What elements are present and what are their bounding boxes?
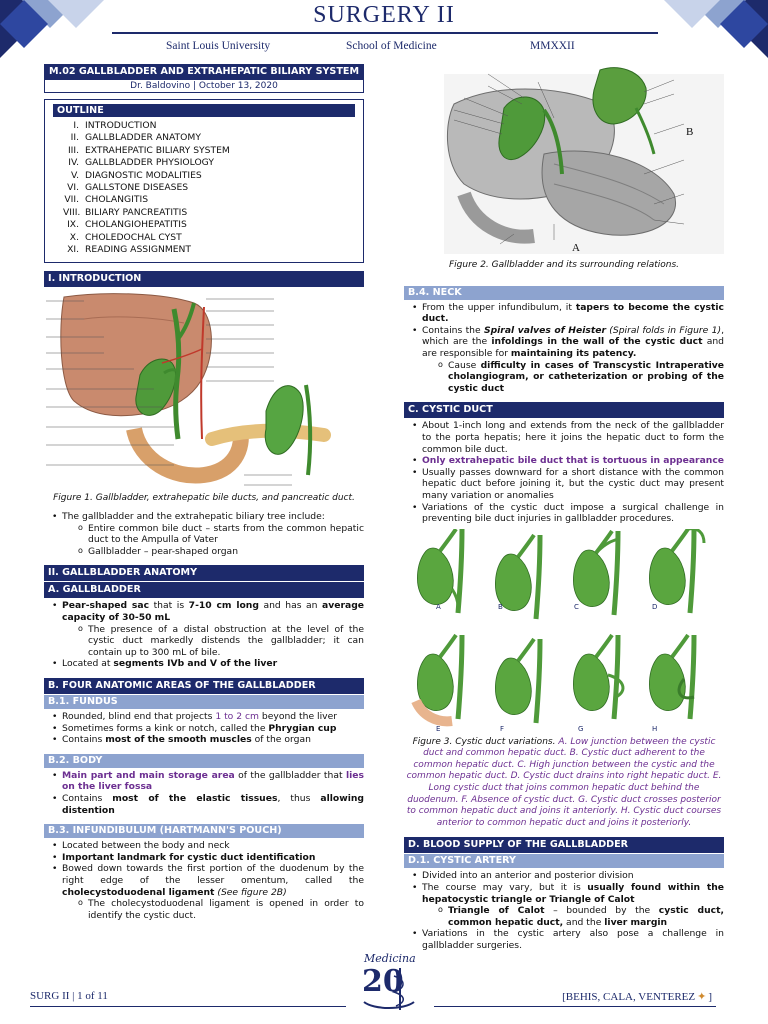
figure-3-label: E xyxy=(436,724,441,733)
outline-item: VI. GALLSTONE DISEASES xyxy=(67,182,189,194)
university-name: Saint Louis University xyxy=(166,40,271,52)
subsection-heading-anatomic-areas: B. FOUR ANATOMIC AREAS OF THE GALLBLADDER xyxy=(44,678,364,694)
document-title: SURGERY II xyxy=(313,2,455,28)
figure-1-illustration xyxy=(44,289,364,493)
left-column xyxy=(44,64,364,921)
list-item: • Contains most of the smooth muscles of the organ xyxy=(44,734,364,746)
list-item: • About 1-inch long and extends from the neck of the gallbladder to the porta hepatis; here it joins the hepatic duct to form the common bile duct. xyxy=(404,420,724,455)
list-item: • Bowed down towards the first portion of the duodenum by the right edge of the lesser omentum, called the cholecystoduodenal ligament (See figure 2B) o The cholecystoduodenal ligament is opened in order to identify the cystic duct. xyxy=(44,863,364,921)
list-item: • Important landmark for cystic duct identification xyxy=(44,852,364,864)
school-name: School of Medicine xyxy=(346,40,437,52)
footer-page-indicator: SURG II | 1 of 11 xyxy=(30,990,108,1002)
cystic-duct-bullets xyxy=(404,420,724,524)
list-item: • Located between the body and neck xyxy=(44,840,364,852)
butterfly-icon: ✦ xyxy=(697,991,707,1003)
list-item: • Contains the Spiral valves of Heister (Spiral folds in Figure 1), which are the infoldings in the wall of the cystic duct and are responsible for maintaining its patency. o Cause difficulty in cases of Transcystic Intraperative cholangiogram, or catheterization or probing of the cystic duct xyxy=(404,325,724,395)
neck-bullets xyxy=(404,302,724,395)
outline-item: VIII. BILIARY PANCREATITIS xyxy=(63,206,188,218)
module-author: Dr. Baldovino | October 13, 2020 xyxy=(44,80,364,93)
list-item: o The presence of a distal obstruction at the level of the cystic duct markedly distends the gallbladder; it can contain up to 300 mL of bile. xyxy=(62,624,364,659)
outline-item: I. INTRODUCTION xyxy=(73,120,157,131)
figure-2-label-b: B xyxy=(686,126,694,138)
figure-1-caption: Figure 1. Gallbladder, extrahepatic bile ducts, and pancreatic duct. xyxy=(53,493,355,504)
list-item: • Variations of the cystic duct impose a surgical challenge in preventing bile duct injuries in gallbladder procedures. xyxy=(404,502,724,525)
list-item: o Cause difficulty in cases of Transcystic Intraperative cholangiogram, or catheterization or probing of the cystic duct xyxy=(422,360,724,395)
figure-3-label: C xyxy=(574,602,579,611)
body-bullets xyxy=(44,770,364,816)
intro-bullets xyxy=(44,511,364,557)
outline-item: II. GALLBLADDER ANATOMY xyxy=(70,132,201,144)
figure-3-caption: Figure 3. Cystic duct variations. A. Low junction between the cystic duct and common hepatic duct. B. Cystic duct adherent to the common hepatic duct. C. High junction between the cystic and the common hepatic duct. D. Cystic duct drains into right hepatic duct. E. Long cystic duct that joins common hepatic duct behind the duodenum. F. Absence of cystic duct. G. Cystic duct crosses posterior to common hepatic duct and joins it anteriorly. H. Cystic duct courses anterior to common hepatic duct and joins it posteriorly. xyxy=(406,736,722,828)
figure-3-label: G xyxy=(578,724,584,733)
list-item: • The course may vary, but it is usually found within the hepatocystic triangle or Triangle of Calot o Triangle of Calot – bounded by the cystic duct, common hepatic duct, and the liver margin xyxy=(404,882,724,928)
outline-item: IX. CHOLANGIOHEPATITIS xyxy=(67,219,187,231)
cystic-artery-bullets xyxy=(404,870,724,951)
cystic-duct-variations-drawing xyxy=(404,529,724,737)
figure-3-label: H xyxy=(652,724,658,733)
fundus-bullets xyxy=(44,711,364,746)
list-item: • From the upper infundibulum, it tapers to become the cystic duct. xyxy=(404,302,724,325)
footer-authors: [BEHIS, CALA, VENTEREZ ✦ ] xyxy=(562,991,712,1003)
outline-item: XI. READING ASSIGNMENT xyxy=(67,244,192,256)
section-heading-gallbladder-anatomy: II. GALLBLADDER ANATOMY xyxy=(44,565,364,581)
list-item: • Rounded, blind end that projects 1 to 2 cm beyond the liver xyxy=(44,711,364,723)
logo-number: 20 xyxy=(362,964,404,999)
right-column xyxy=(404,64,724,952)
figure-3-label: D xyxy=(652,602,658,611)
list-item: • Located at segments IVb and V of the liver xyxy=(44,658,364,670)
figure-3-label: A xyxy=(436,602,441,611)
list-item: • The gallbladder and the extrahepatic biliary tree include: o Entire common bile duct – starts from the common hepatic duct to the Ampulla of Vater o Gallbladder – pear-shaped organ xyxy=(44,511,364,557)
list-item: • Only extrahepatic bile duct that is tortuous in appearance xyxy=(404,455,724,467)
outline-item: VII. CHOLANGITIS xyxy=(64,194,149,206)
subsection-heading-infundibulum: B.3. INFUNDIBULUM (HARTMANN'S POUCH) xyxy=(44,824,364,838)
outline-item: X. CHOLEDOCHAL CYST xyxy=(69,231,182,243)
subsection-heading-cystic-artery: D.1. CYSTIC ARTERY xyxy=(404,854,724,868)
list-item: • Pear-shaped sac that is 7-10 cm long and has an average capacity of 30-50 mL o The presence of a distal obstruction at the level of the cystic duct markedly distends the gallbladder; it can contain up to 300 mL of bile. xyxy=(44,600,364,658)
outline-list xyxy=(53,120,355,256)
section-heading-introduction: I. INTRODUCTION xyxy=(44,271,364,287)
outline-heading: OUTLINE xyxy=(53,104,355,117)
subsection-heading-gallbladder: A. GALLBLADDER xyxy=(44,582,364,598)
outline-item: IV. GALLBLADDER PHYSIOLOGY xyxy=(68,157,214,169)
list-item: • Usually passes downward for a short distance with the common hepatic duct before joining it, but the cystic duct may present many variation or anomalies xyxy=(404,467,724,502)
list-item: • Sometimes forms a kink or notch, called the Phrygian cup xyxy=(44,723,364,735)
logo-script-text: Medicina xyxy=(364,952,416,965)
list-item: • Variations in the cystic artery also pose a challenge in gallbladder surgeries. xyxy=(404,928,724,951)
outline-box xyxy=(44,99,364,263)
list-item: o Triangle of Calot – bounded by the cystic duct, common hepatic duct, and the liver margin xyxy=(422,905,724,928)
subsection-heading-body: B.2. BODY xyxy=(44,754,364,768)
medicina-logo xyxy=(354,950,424,1016)
figure-3-illustration xyxy=(404,529,724,737)
footer-rule-left xyxy=(30,1006,346,1007)
list-item: • Divided into an anterior and posterior division xyxy=(404,870,724,882)
list-item: • Contains most of the elastic tissues, thus allowing distention xyxy=(44,793,364,816)
figure-2-label-a: A xyxy=(572,242,580,254)
list-item: o Entire common bile duct – starts from the common hepatic duct to the Ampulla of Vater xyxy=(62,523,364,546)
outline-item: V. DIAGNOSTIC MODALITIES xyxy=(70,169,202,181)
subsection-heading-fundus: B.1. FUNDUS xyxy=(44,695,364,709)
gallbladder-bullets xyxy=(44,600,364,670)
list-item: • Main part and main storage area of the gallbladder that lies on the liver fossa xyxy=(44,770,364,793)
figure-2-illustration xyxy=(404,64,724,260)
section-heading-blood-supply: D. BLOOD SUPPLY OF THE GALLBLADDER xyxy=(404,837,724,853)
figure-2-caption: Figure 2. Gallbladder and its surrounding relations. xyxy=(449,260,679,270)
year-label: MMXXII xyxy=(530,40,575,52)
list-item: o The cholecystoduodenal ligament is opened in order to identify the cystic duct. xyxy=(62,898,364,921)
subsection-heading-neck: B.4. NECK xyxy=(404,286,724,300)
header-rule xyxy=(112,32,658,34)
list-item: o Gallbladder – pear-shaped organ xyxy=(62,546,364,558)
section-heading-cystic-duct: C. CYSTIC DUCT xyxy=(404,402,724,418)
figure-3-label: F xyxy=(500,724,505,733)
figure-3-label: B xyxy=(498,602,503,611)
biliary-anatomy-drawing xyxy=(44,289,364,493)
gallbladder-relations-drawing xyxy=(404,64,724,260)
module-title: M.02 GALLBLADDER AND EXTRAHEPATIC BILIARY SYSTEM xyxy=(44,64,364,80)
outline-item: III. EXTRAHEPATIC BILIARY SYSTEM xyxy=(67,144,230,156)
footer-rule-right xyxy=(434,1006,716,1007)
infundibulum-bullets xyxy=(44,840,364,921)
